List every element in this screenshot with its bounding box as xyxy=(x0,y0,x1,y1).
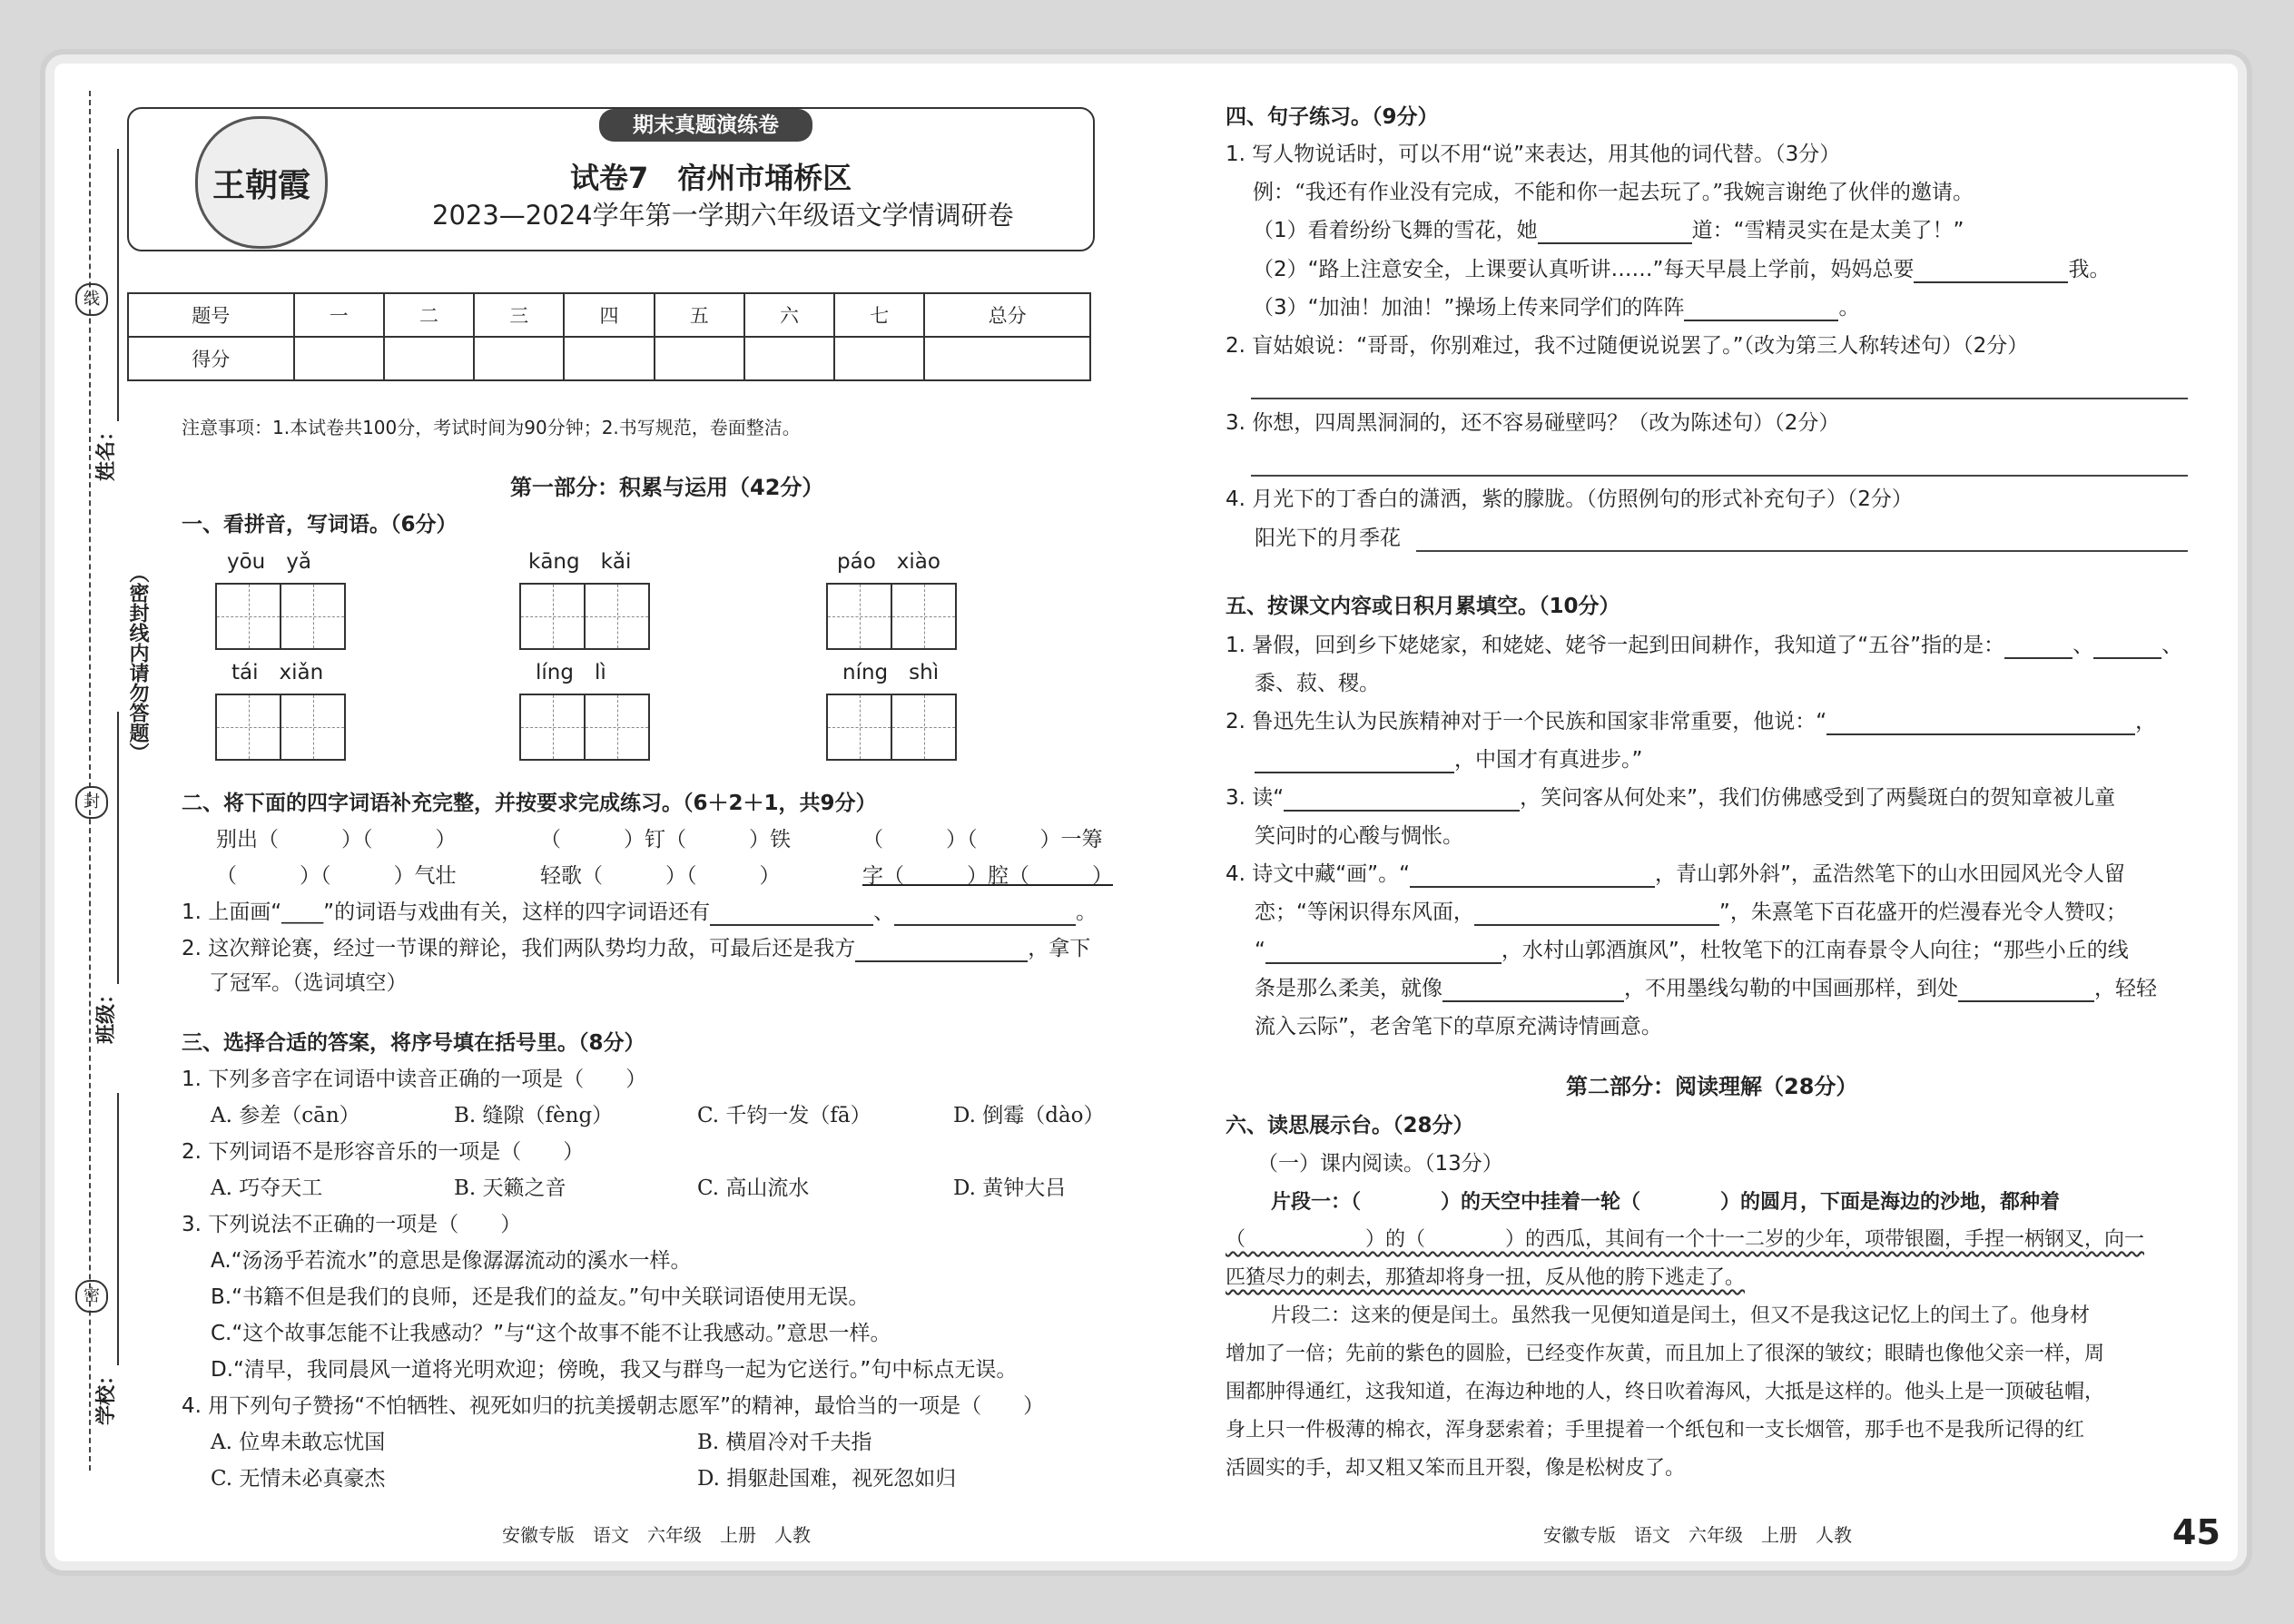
q2-title: 二、将下面的四字词语补充完整，并按要求完成练习。（6＋2＋1，共9分） xyxy=(182,792,877,815)
q4-3: 3. 你想，四周黑洞洞的，还不容易碰壁吗？（改为陈述句）（2分） xyxy=(1226,411,1840,435)
q3-title: 三、选择合适的答案，将序号填在括号里。（8分） xyxy=(182,1031,645,1055)
score-table xyxy=(127,292,1091,381)
idiom: （ ）钉（ ）铁 xyxy=(540,828,791,851)
score-cell: 五 xyxy=(655,293,744,337)
page-number: 45 xyxy=(2172,1512,2220,1552)
pinyin: líng lì xyxy=(536,661,606,684)
idiom: （ ）（ ）气壮 xyxy=(216,864,457,888)
q4-1-c: （3）“加油！加油！”操场上传来同学们的阵阵 。 xyxy=(1253,296,1860,320)
score-cell: 题号 xyxy=(128,293,294,337)
q5-4-b: 恋；“等闲识得东风面， ”，朱熹笔下百花盛开的烂漫春光令人赞叹； xyxy=(1255,901,2127,924)
option: C. 千钧一发（fā） xyxy=(697,1104,871,1127)
notice: 注意事项：1.本试卷共100分，考试时间为90分钟；2.书写规范，卷面整洁。 xyxy=(182,417,801,438)
q3-1: 1. 下列多音字在词语中读音正确的一项是（ ） xyxy=(182,1068,647,1091)
exam-title: 试卷7 宿州市埇桥区 xyxy=(570,161,852,195)
publisher-logo xyxy=(195,116,328,249)
option: D. 捐躯赴国难，视死忽如归 xyxy=(697,1467,957,1491)
passage-2-cont: 围都肿得通红，这我知道，在海边种地的人，终日吹着海风，大抵是这样的。他头上是一顶破毡帽， xyxy=(1226,1381,2105,1403)
seal-mark-xian: 线 xyxy=(75,283,108,316)
exam-subtitle: 2023—2024学年第一学期六年级语文学情调研卷 xyxy=(432,200,1014,231)
q4-4: 4. 月光下的丁香白的潇洒，紫的朦胧。（仿照例句的形式补充句子）（2分） xyxy=(1226,487,1913,511)
q5-2: 2. 鲁迅先生认为民族精神对于一个民族和国家非常重要，他说：“ ， xyxy=(1226,710,2157,733)
q5-3-cont: 笑问时的心酸与惆怅。 xyxy=(1255,824,1463,848)
footer-right: 安徽专版 语文 六年级 上册 人教 xyxy=(1543,1524,1852,1546)
option: C. 高山流水 xyxy=(697,1176,810,1200)
writing-grid[interactable] xyxy=(826,694,957,761)
seal-mark-feng: 封 xyxy=(75,786,108,819)
option: B. 横眉冷对千夫指 xyxy=(697,1431,872,1454)
option: D. 黄钟大吕 xyxy=(953,1176,1067,1200)
passage-2-cont: 增加了一倍；先前的紫色的圆脸，已经变作灰黄，而且加上了很深的皱纹；眼睛也像他父亲一样，周 xyxy=(1226,1343,2105,1365)
q4-2: 2. 盲姑娘说：“哥哥，你别难过，我不过随便说说罢了。”（改为第三人称转述句）（2分） xyxy=(1226,334,2029,358)
writing-grid[interactable] xyxy=(215,583,346,650)
idiom: 别出（ ）（ ） xyxy=(216,828,457,851)
q5-1-cont: 黍、菽、稷。 xyxy=(1255,672,1380,695)
option: B. 缝隙（fèng） xyxy=(454,1104,614,1127)
q5-3: 3. 读“ ，笑问客从何处来”，我们仿佛感受到了两鬓斑白的贺知章被儿童 xyxy=(1226,786,2116,810)
option: A.“汤汤乎若流水”的意思是像潺潺流动的溪水一样。 xyxy=(211,1249,692,1273)
writing-grid[interactable] xyxy=(519,583,650,650)
q4-1-b: （2）“路上注意安全，上课要认真听讲……”每天早晨上学前，妈妈总要 我。 xyxy=(1253,258,2111,281)
q4-4-a: 阳光下的月季花 xyxy=(1255,527,1401,550)
answer-line[interactable] xyxy=(1251,475,2188,477)
idiom: （ ）（ ）一筹 xyxy=(862,828,1103,851)
name-label: 姓名： xyxy=(91,149,119,481)
q2-2-cont: 了冠军。（选词填空） xyxy=(209,971,408,995)
q4-title: 四、句子练习。（9分） xyxy=(1226,105,1439,129)
score-cell: 二 xyxy=(384,293,474,337)
q3-4: 4. 用下列句子赞扬“不怕牺牲、视死如归的抗美援朝志愿军”的精神，最恰当的一项是（ ） xyxy=(182,1394,1045,1418)
pinyin: tái xiǎn xyxy=(231,661,324,684)
q5-4-e: 流入云际”，老舍笔下的草原充满诗情画意。 xyxy=(1255,1015,1662,1038)
score-header-row xyxy=(128,293,1090,337)
passage-1-cont: （ ）的（ ）的西瓜，其间有一个十一二岁的少年，项带银圈，手捏一柄钢叉，向一 xyxy=(1226,1228,2145,1251)
q6-title: 六、读思展示台。（28分） xyxy=(1226,1114,1474,1137)
option: D.“清早，我同晨风一道将光明欢迎；傍晚，我又与群鸟一起为它送行。”句中标点无误。 xyxy=(211,1358,1018,1382)
score-cell: 总分 xyxy=(924,293,1090,337)
part2-title: 第二部分：阅读理解（28分） xyxy=(1566,1074,1858,1099)
banner: 期末真题演练卷 xyxy=(599,109,812,142)
passage-1-cont: 匹猹尽力的刺去，那猹却将身一扭，反从他的胯下逃走了。 xyxy=(1226,1266,1746,1289)
passage-2: 片段二：这来的便是闰土。虽然我一见便知道是闰土，但又不是我这记忆上的闰土了。他身材 xyxy=(1271,1304,2091,1327)
q4-1: 1. 写人物说话时，可以不用“说”来表达，用其他的词代替。（3分） xyxy=(1226,143,1841,166)
q2-1: 1. 上面画“____”的词语与戏曲有关，这样的四字词语还有 、 。 xyxy=(182,901,1098,924)
q2-2: 2. 这次辩论赛，经过一节课的辩论，我们两队势均力敌，可最后还是我方 ，拿下 xyxy=(182,937,1091,960)
pinyin: yōu yǎ xyxy=(227,550,311,574)
q5-4-c: “ ，水村山郭酒旗风”，杜牧笔下的江南春景令人向往；“那些小丘的线 xyxy=(1255,939,2129,962)
score-value-row xyxy=(128,337,1090,380)
score-cell: 得分 xyxy=(128,337,294,380)
part1-title: 第一部分：积累与运用（42分） xyxy=(510,475,824,500)
answer-line[interactable] xyxy=(1251,398,2188,399)
q4-1-example: 例：“我还有作业没有完成，不能和你一起去玩了。”我婉言谢绝了伙伴的邀请。 xyxy=(1253,181,1974,204)
q5-2-cont: ，中国才有真进步。” xyxy=(1255,746,1642,773)
option: A. 参差（cān） xyxy=(211,1104,360,1127)
option: B.“书籍不但是我们的良师，还是我们的益友。”句中关联词语使用无误。 xyxy=(211,1285,870,1309)
class-label: 班级： xyxy=(91,712,119,1044)
pinyin: páo xiào xyxy=(837,550,940,574)
answer-line[interactable] xyxy=(1416,550,2188,552)
score-cell: 六 xyxy=(744,293,834,337)
q1-title: 一、看拼音，写词语。（6分） xyxy=(182,513,458,536)
option: C.“这个故事怎能不让我感动？”与“这个故事不能不让我感动。”意思一样。 xyxy=(211,1322,891,1345)
school-label: 学校： xyxy=(91,1093,119,1425)
idiom: 轻歌（ ）（ ） xyxy=(540,864,781,888)
logo-lettering: 王朝霞 xyxy=(212,166,310,204)
q4-1-a: （1）看着纷纷飞舞的雪花，她 道：“雪精灵实在是太美了！” xyxy=(1253,219,1964,242)
q5-1: 1. 暑假，回到乡下姥姥家，和姥姥、姥爷一起到田间耕作，我知道了“五谷”指的是： 、 、 xyxy=(1226,634,2183,657)
option: A. 位卑未敢忘忧国 xyxy=(211,1431,386,1454)
q5-4: 4. 诗文中藏“画”。“ ，青山郭外斜”，孟浩然笔下的山水田园风光令人留 xyxy=(1226,862,2125,886)
passage-2-cont: 身上只一件极薄的棉衣，浑身瑟索着；手里提着一个纸包和一支长烟管，那手也不是我所记得的红 xyxy=(1226,1419,2085,1442)
option: B. 天籁之音 xyxy=(454,1176,566,1200)
pinyin: níng shì xyxy=(842,661,940,684)
idiom-underlined: 字（ ）腔（ ） xyxy=(862,864,1113,888)
score-cell: 一 xyxy=(294,293,384,337)
seal-mark-mi: 密 xyxy=(75,1280,108,1313)
score-cell: 三 xyxy=(474,293,564,337)
seal-warning: （密封线内请勿答题） xyxy=(126,563,149,763)
option: C. 无情未必真豪杰 xyxy=(211,1467,386,1491)
footer-left: 安徽专版 语文 六年级 上册 人教 xyxy=(502,1524,811,1546)
pinyin: kāng kǎi xyxy=(528,550,632,574)
q5-4-d: 条是那么柔美，就像 ，不用墨线勾勒的中国画那样，到处 ，轻轻 xyxy=(1255,977,2157,1000)
score-cell: 四 xyxy=(564,293,654,337)
q3-3: 3. 下列说法不正确的一项是（ ） xyxy=(182,1213,522,1236)
q6-sub: （一）课内阅读。（13分） xyxy=(1257,1152,1503,1176)
writing-grid[interactable] xyxy=(215,694,346,761)
passage-2-cont: 活圆实的手，却又粗又笨而且开裂，像是松树皮了。 xyxy=(1226,1457,1686,1480)
q5-title: 五、按课文内容或日积月累填空。（10分） xyxy=(1226,595,1620,618)
score-cell: 七 xyxy=(834,293,924,337)
q3-2: 2. 下列词语不是形容音乐的一项是（ ） xyxy=(182,1140,585,1164)
writing-grid[interactable] xyxy=(519,694,650,761)
option: A. 巧夺天工 xyxy=(211,1176,323,1200)
option: D. 倒霉（dào） xyxy=(953,1104,1105,1127)
passage-1: 片段一：（ ）的天空中挂着一轮（ ）的圆月，下面是海边的沙地，都种着 xyxy=(1271,1190,2061,1214)
writing-grid[interactable] xyxy=(826,583,957,650)
